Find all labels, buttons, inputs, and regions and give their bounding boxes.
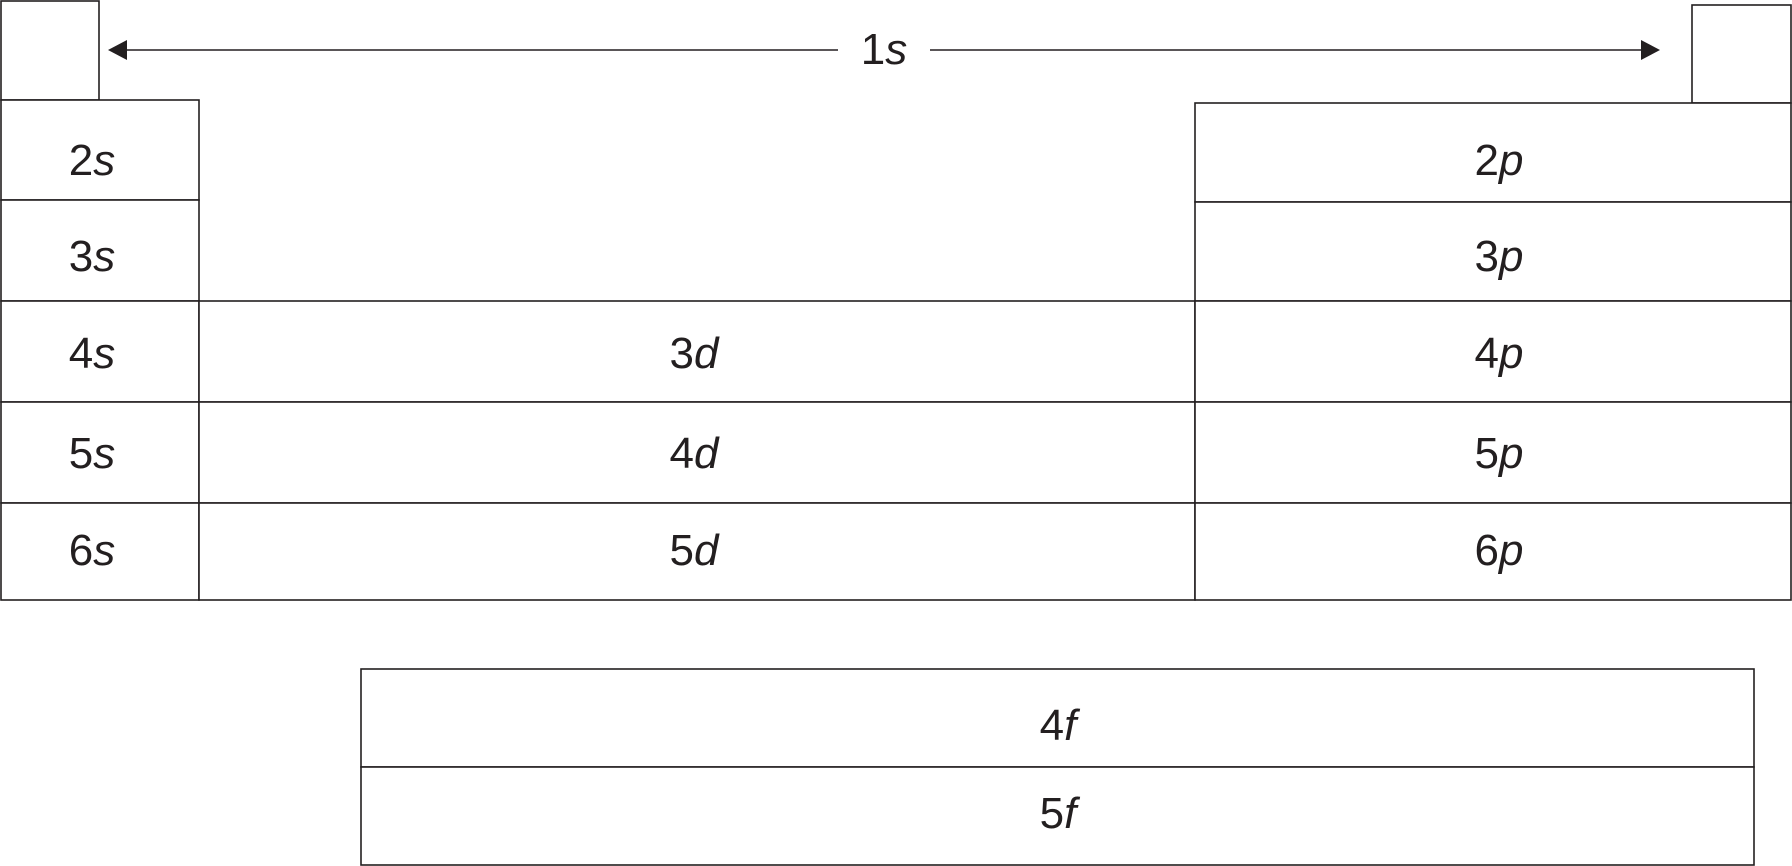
p-block [1195,103,1791,600]
f-block-label: 4f [1039,701,1077,750]
p-block-label: 6p [1474,526,1524,575]
1s-right-box [1692,5,1791,103]
s-block-label: 4s [68,329,116,378]
p-block-label: 5p [1474,429,1524,478]
1s-left-box [1,1,99,100]
d-block-label: 4d [669,429,719,478]
p-block-label: 3p [1474,232,1524,281]
f-block [361,669,1754,865]
p-block-label: 4p [1474,329,1524,378]
s-block [1,100,199,600]
d-block [199,301,1195,600]
s-block-label: 5s [68,429,116,478]
p-block-label: 2p [1474,136,1524,185]
s-block-label: 3s [68,232,116,281]
arrow-right-icon [1641,40,1660,60]
f-block-label: 5f [1039,789,1077,838]
d-block-label: 5d [669,526,719,575]
arrow-left-icon [108,40,127,60]
s-block-label: 6s [68,526,116,575]
s-block-label: 2s [68,136,116,185]
1s-span-arrow [108,25,1660,74]
1s-label: 1s [860,25,908,74]
d-block-label: 3d [669,329,719,378]
